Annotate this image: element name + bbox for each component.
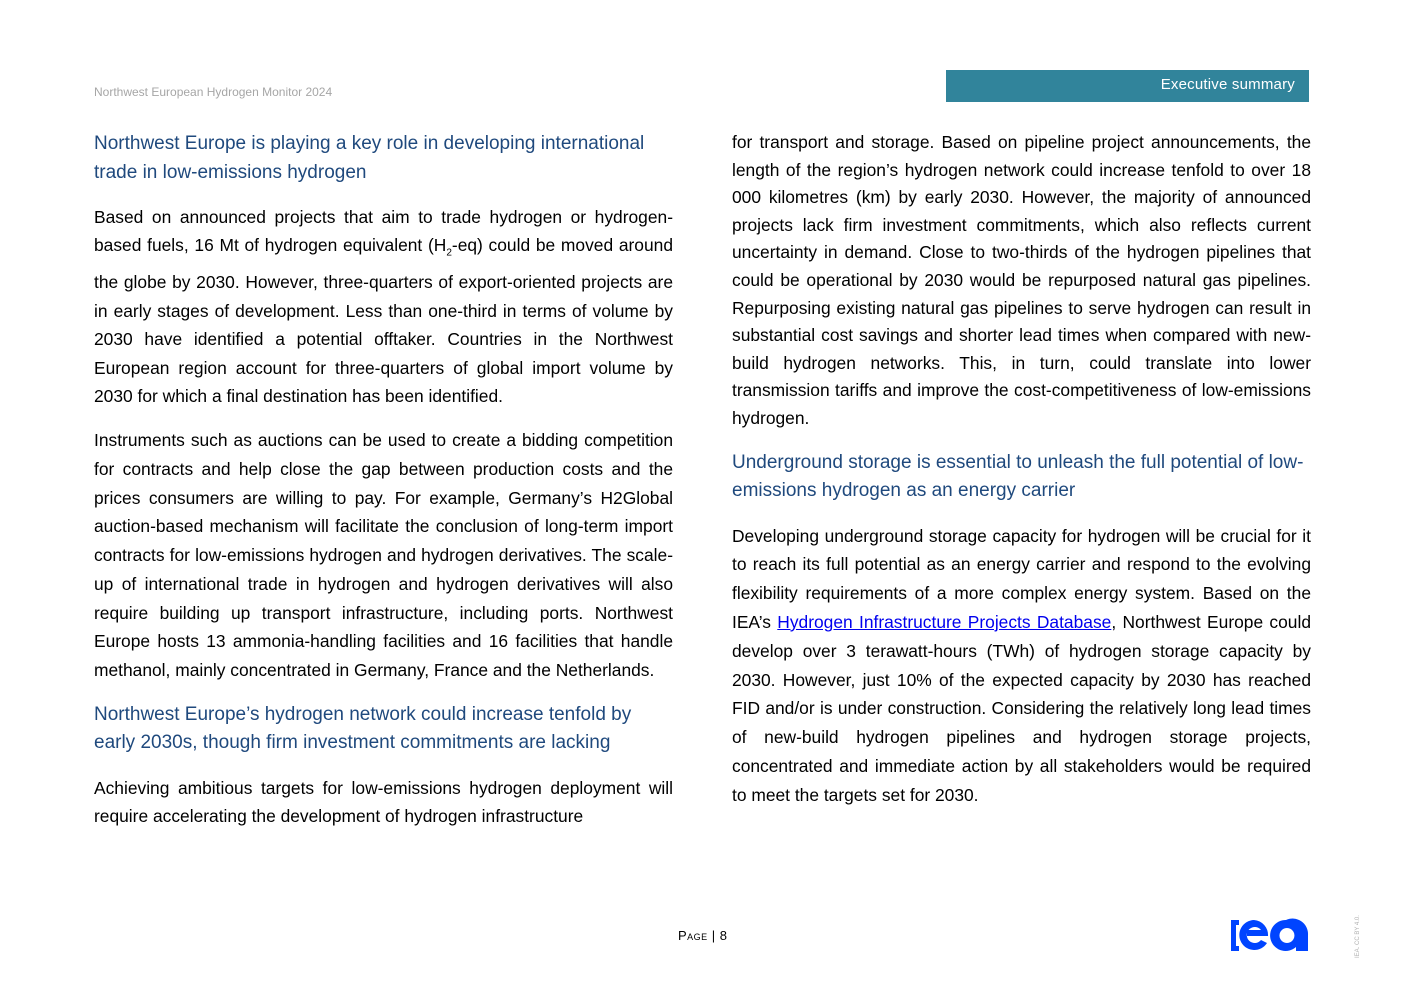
left-column xyxy=(94,130,673,846)
right-column xyxy=(732,129,1311,826)
paragraph-infrastructure: Achieving ambitious targets for low-emissions hydrogen deployment will require accelerating the development of hydrogen infrastructure xyxy=(94,777,673,827)
heading-hydrogen-network: Northwest Europe’s hydrogen network could increase tenfold by early 2030s, though firm investment commitments are lacking xyxy=(94,703,632,754)
subscript: 2 xyxy=(446,247,452,259)
section-label: Executive summary xyxy=(946,70,1309,102)
heading-underground-storage: Underground storage is essential to unleash the full potential of low-emissions hydrogen as an energy carrier xyxy=(732,451,1304,502)
hydrogen-database-link[interactable]: Hydrogen Infrastructure Projects Database xyxy=(777,611,1112,632)
paragraph-pipelines: for transport and storage. Based on pipeline project announcements, the length of the region’s hydrogen network could increase tenfold to over 18 000 kilometres (km) by early 2030. However, the majority of announced projects lack firm investment commitments, which also reflects current uncertainty in demand. Close to two-thirds of the hydrogen pipelines that could be operational by 2030 would be repurposed natural gas pipelines. Repurposing existing natural gas pipelines to serve hydrogen can result in substantial cost savings and shorter lead times when compared with new-build hydrogen networks. This, in turn, could translate into lower transmission tariffs and improve the cost-competitiveness of low-emissions hydrogen. xyxy=(732,132,1311,428)
heading-international-trade: Northwest Europe is playing a key role in developing international trade in low-emissions hydrogen xyxy=(94,133,645,183)
running-title: Northwest European Hydrogen Monitor 2024 xyxy=(94,85,333,99)
iea-logo-icon xyxy=(1230,914,1310,954)
text-span: , Northwest Europe could develop over 3 terawatt-hours (TWh) of hydrogen storage capacity by 2030. However, just 10% of the expected capacity by 2030 has reached FID and/or is under construction. Considering the relatively long lead times of new-build hydrogen pipelines and hydrogen storage projects, concentrated and immediate action by all stakeholders would be required to meet the targets set for 2030. xyxy=(732,611,1311,805)
paragraph-auctions: Instruments such as auctions can be used to create a bidding competition for contracts and help close the gap between production costs and the prices consumers are willing to pay. For example, Germany’s H2Global auction-based mechanism will facilitate the conclusion of long-term import contracts for low-emissions hydrogen and hydrogen derivatives. The scale-up of international trade in hydrogen and hydrogen derivatives will also require building up transport infrastructure, including ports. Northwest Europe hosts 13 ammonia-handling facilities and 16 facilities that handle methanol, mainly concentrated in Germany, France and the Netherlands. xyxy=(94,430,673,680)
license-note: IEA. CC BY 4.0. xyxy=(1355,915,1361,958)
text-span: -eq) could be moved around the globe by 2030. However, three-quarters of export-oriented projects are in early stages of development. Less than one-third in terms of volume by 2030 have identified a potential offtaker. Countries in the Northwest European region account for three-quarters of global import volume by 2030 for which a final destination has been identified. xyxy=(94,235,673,406)
paragraph-storage xyxy=(732,522,1311,810)
text-span: Based on announced projects that aim to trade hydrogen or hydrogen-based fuels, 16 Mt of hydrogen equivalent (H xyxy=(94,207,673,256)
text-span: Developing underground storage capacity for hydrogen will be crucial for it to reach its full potential as an energy carrier and respond to the evolving flexibility requirements of a more complex energy system. Based on the IEA’s xyxy=(732,525,1311,632)
page-number: Page | 8 xyxy=(678,928,728,943)
paragraph-trade-projects xyxy=(94,203,673,410)
